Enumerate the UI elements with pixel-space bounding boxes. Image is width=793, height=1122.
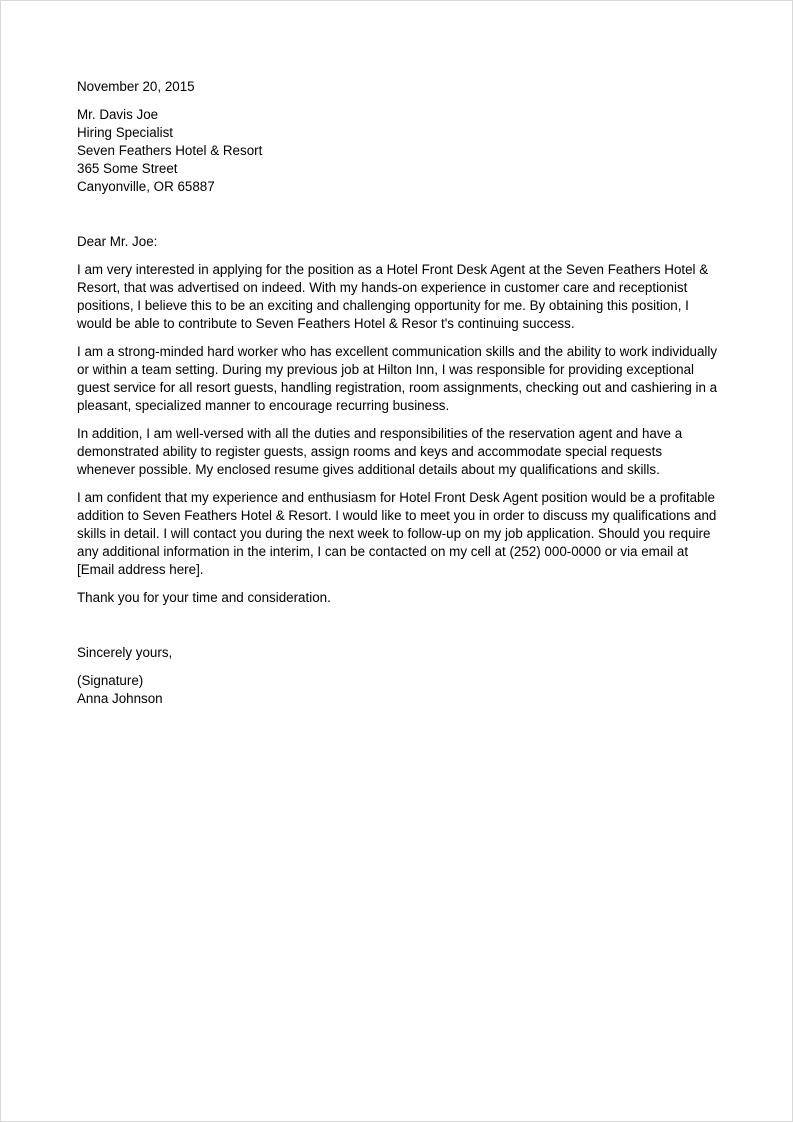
closing [77, 644, 709, 662]
salutation-line: Dear Mr. Joe: [77, 234, 158, 249]
recipient-name: Mr. Davis Joe [77, 107, 159, 122]
body-paragraph-1 [77, 261, 709, 333]
recipient-title: Hiring Specialist [77, 125, 174, 140]
date-line: November 20, 2015 [77, 79, 195, 94]
paragraph-line: would be able to contribute to Seven Feathers Hotel & Resor t's continuing success. [77, 316, 575, 331]
paragraph-line: guest service for all resort guests, handling registration, room assignments, checking out and cashiering in a [77, 380, 718, 395]
paragraph-line: I am very interested in applying for the position as a Hotel Front Desk Agent at the Seven Feathers Hotel & [77, 262, 709, 277]
paragraph-line: I am confident that my experience and enthusiasm for Hotel Front Desk Agent position would be a profitable [77, 490, 715, 505]
paragraph-line: whenever possible. My enclosed resume gives additional details about my qualifications and skills. [77, 462, 660, 477]
recipient-street: 365 Some Street [77, 161, 178, 176]
paragraph-line: demonstrated ability to register guests, assign rooms and keys and accommodate special requests [77, 444, 663, 459]
body-paragraph-2 [77, 343, 718, 415]
body-paragraph-3 [77, 425, 709, 479]
paragraph-line: skills in detail. I will contact you during the next week to follow-up on my job application. Should you require [77, 526, 711, 541]
body-paragraph-4 [77, 489, 717, 579]
paragraph-line: In addition, I am well-versed with all the duties and responsibilities of the reservation agent and have a [77, 426, 683, 441]
recipient-company: Seven Feathers Hotel & Resort [77, 143, 263, 158]
paragraph-line: addition to Seven Feathers Hotel & Resort. I would like to meet you in order to discuss my qualifications and [77, 508, 717, 523]
paragraph-line: I am a strong-minded hard worker who has excellent communication skills and the ability to work individually [77, 344, 718, 359]
salutation [77, 233, 709, 251]
letter-date [77, 78, 709, 96]
signature-block [77, 672, 709, 708]
closing-line: Sincerely yours, [77, 645, 173, 660]
recipient-address-block [77, 106, 709, 196]
paragraph-line: or within a team setting. During my previous job at Hilton Inn, I was responsible for providing exceptional [77, 362, 695, 377]
signature-placeholder: (Signature) [77, 673, 144, 688]
recipient-city: Canyonville, OR 65887 [77, 179, 215, 194]
paragraph-line: Resort, that was advertised on indeed. With my hands-on experience in customer care and receptionist [77, 280, 688, 295]
thanks-line: Thank you for your time and consideration. [77, 590, 331, 605]
cover-letter [77, 78, 718, 708]
sender-name: Anna Johnson [77, 691, 163, 706]
paragraph-line: [Email address here]. [77, 562, 204, 577]
paragraph-line: any additional information in the interim, I can be contacted on my cell at (252) 000-0000 or via email at [77, 544, 689, 559]
paragraph-line: pleasant, specialized manner to encourage recurring business. [77, 398, 450, 413]
paragraph-line: positions, I believe this to be an exciting and challenging opportunity for me. By obtaining this position, I [77, 298, 689, 313]
thanks-paragraph [77, 589, 709, 607]
